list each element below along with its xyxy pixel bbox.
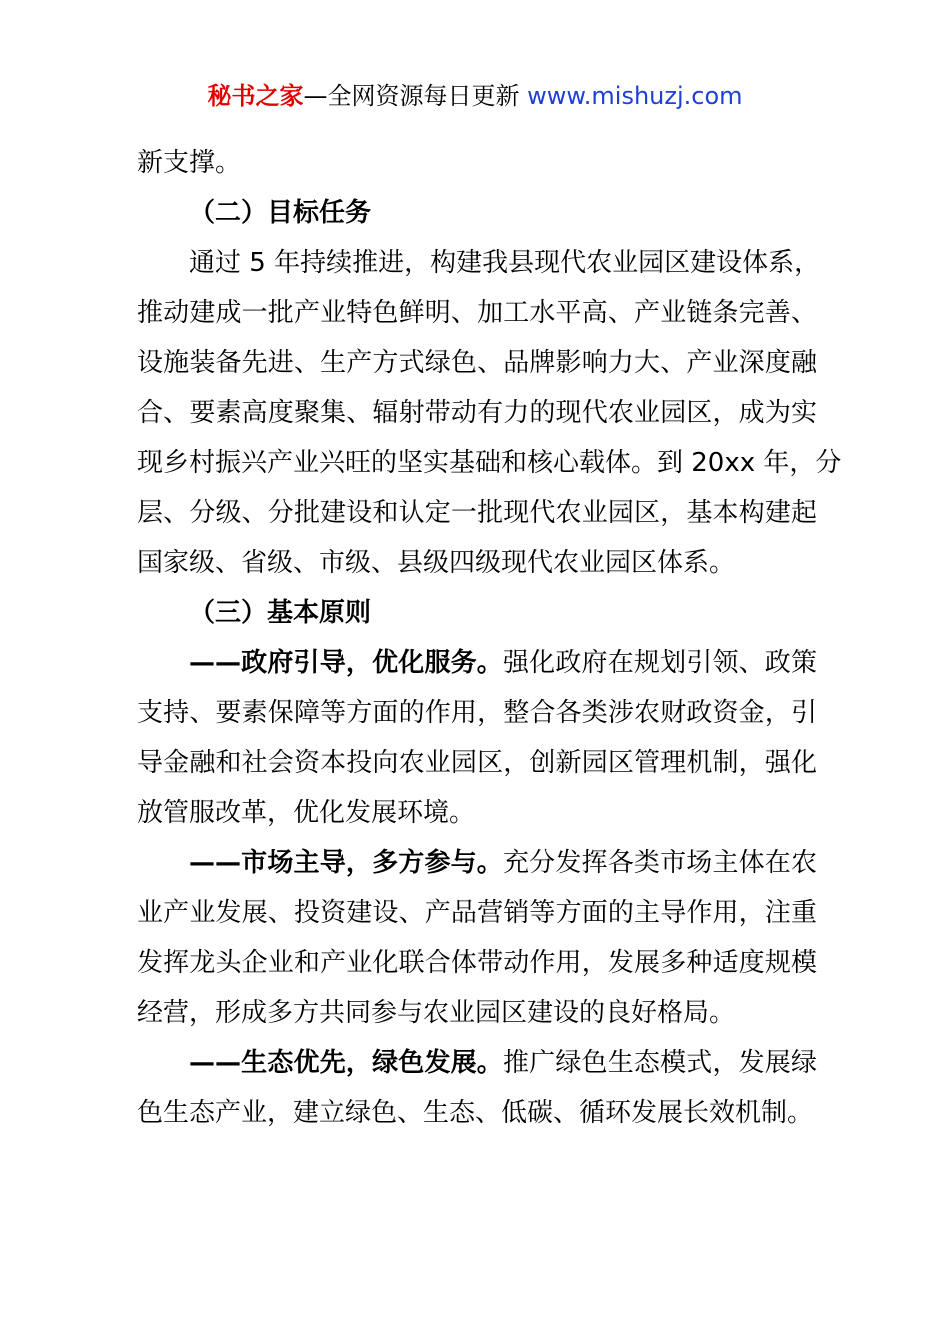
document-body — [137, 138, 842, 1138]
paragraph-line: 导金融和社会资本投向农业园区，创新园区管理机制，强化 — [137, 748, 817, 778]
section-heading-principles: （三）基本原则 — [189, 598, 372, 628]
principle-text: 充分发挥各类市场主体在农 — [503, 848, 817, 878]
section-heading-goals: （二）目标任务 — [189, 198, 372, 228]
principle-text: 推广绿色生态模式，发展绿 — [503, 1048, 817, 1078]
website-link[interactable]: www.mishuzj.com — [527, 82, 743, 110]
brand-name: 秘书之家 — [207, 82, 304, 110]
principle-title: ——生态优先，绿色发展。 — [189, 1048, 503, 1078]
principle-title: ——市场主导，多方参与。 — [189, 848, 503, 878]
paragraph-line: 国家级、省级、市级、县级四级现代农业园区体系。 — [137, 548, 736, 578]
principle-title: ——政府引导，优化服务。 — [189, 648, 503, 678]
paragraph-line: 经营，形成多方共同参与农业园区建设的良好格局。 — [137, 998, 736, 1028]
paragraph-line: 支持、要素保障等方面的作用，整合各类涉农财政资金，引 — [137, 698, 817, 728]
paragraph-line: 现乡村振兴产业兴旺的坚实基础和核心载体。到 20xx 年，分 — [137, 448, 842, 478]
paragraph-line: 层、分级、分批建设和认定一批现代农业园区，基本构建起 — [137, 498, 817, 528]
paragraph-line: 业产业发展、投资建设、产品营销等方面的主导作用，注重 — [137, 898, 817, 928]
text-line: 新支撑。 — [137, 148, 242, 178]
paragraph-line: 通过 5 年持续推进，构建我县现代农业园区建设体系， — [189, 248, 821, 278]
paragraph-line — [137, 638, 817, 688]
paragraph-line: 发挥龙头企业和产业化联合体带动作用，发展多种适度规模 — [137, 948, 817, 978]
paragraph-line — [137, 838, 817, 888]
header-tagline: —全网资源每日更新 — [303, 82, 528, 110]
paragraph-line: 推动建成一批产业特色鲜明、加工水平高、产业链条完善、 — [137, 298, 817, 328]
paragraph-line: 色生态产业，建立绿色、生态、低碳、循环发展长效机制。 — [137, 1098, 814, 1128]
principle-text: 强化政府在规划引领、政策 — [503, 648, 817, 678]
paragraph-line: 合、要素高度聚集、辐射带动有力的现代农业园区，成为实 — [137, 398, 817, 428]
paragraph-line — [137, 1038, 817, 1088]
page-header — [0, 78, 950, 114]
paragraph-line: 放管服改革，优化发展环境。 — [137, 798, 476, 828]
paragraph-line: 设施装备先进、生产方式绿色、品牌影响力大、产业深度融 — [137, 348, 817, 378]
